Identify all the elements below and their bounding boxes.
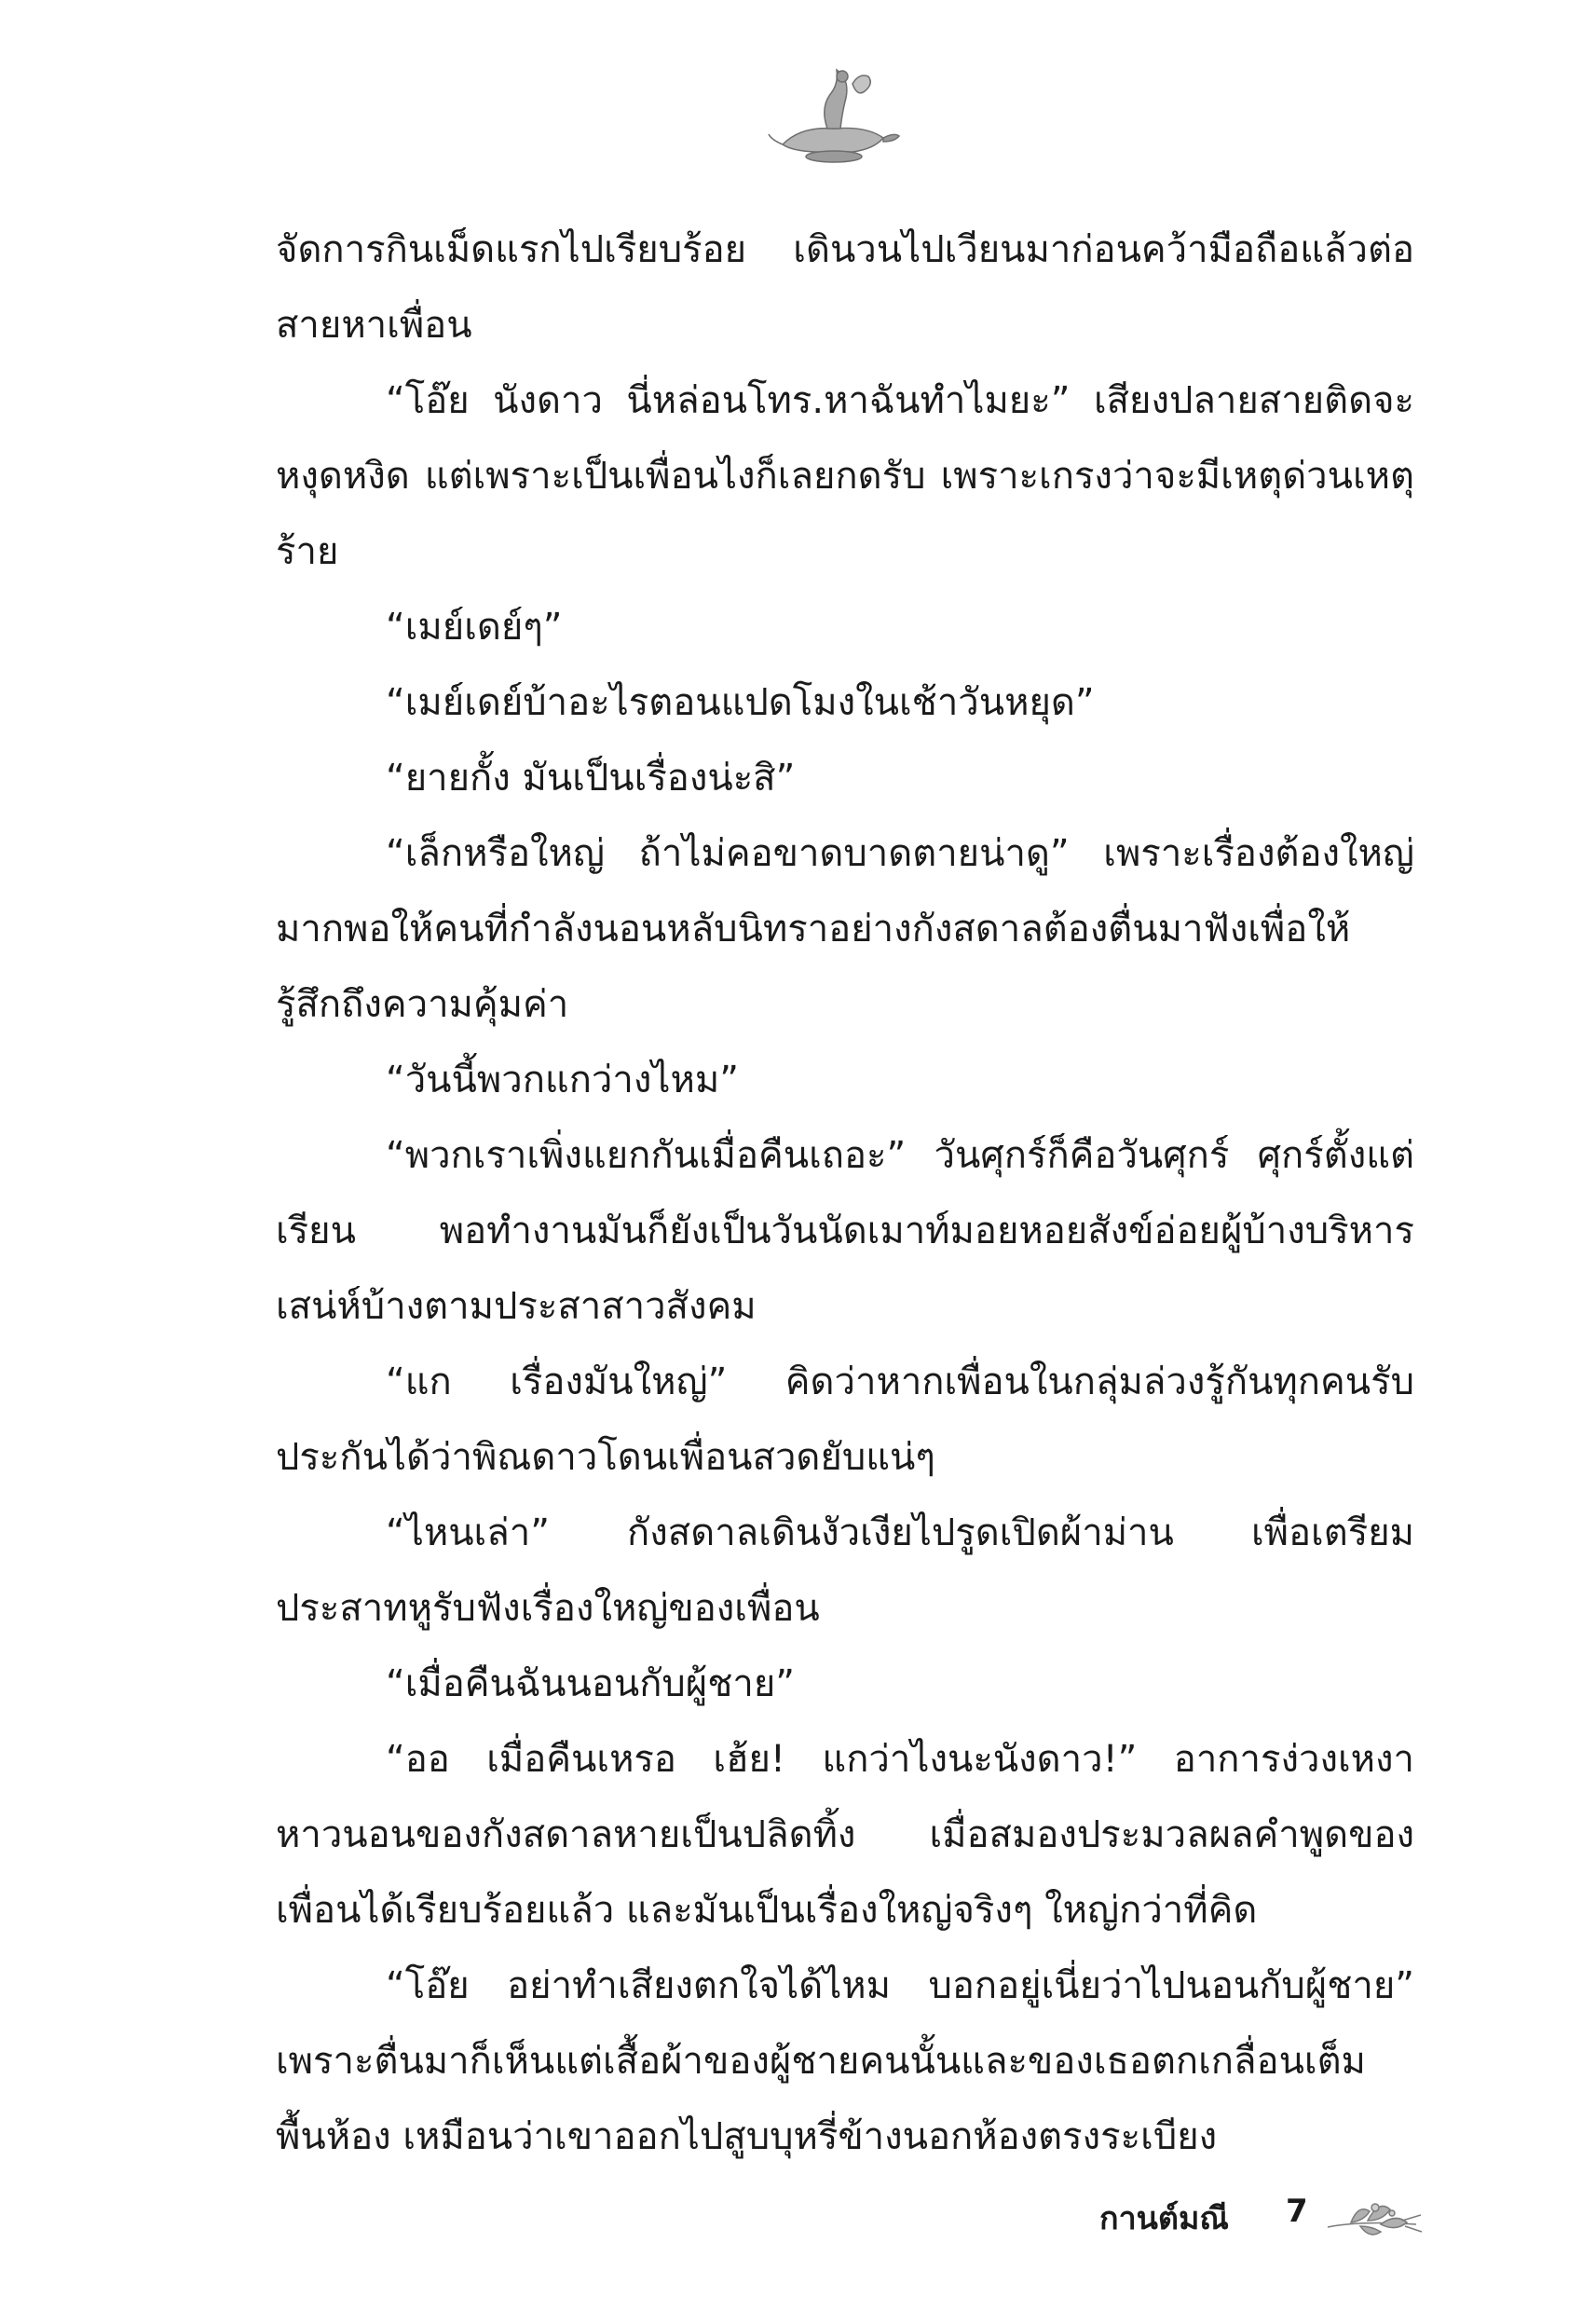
paragraph: “พวกเราเพิ่งแยกกันเมื่อคืนเถอะ” วันศุกร์ก็คือวันศุกร์ ศุกร์ตั้งแต่เรียน พอทำงานมันก็ยังเป็นวันนัดเมาท์มอยหอยสังข์อ่อยผู้บ้างบริหารเสน่ห์บ้างตามประสาสาวสังคม — [276, 1134, 1414, 1328]
paragraph: “โอ๊ย อย่าทำเสียงตกใจได้ไหม บอกอยู่เนี่ยว่าไปนอนกับผู้ชาย” เพราะตื่นมาก็เห็นแต่เสื้อผ้าของผู้ชายคนนั้นและของเธอตกเกลื่อนเต็มพื้นห้อง เหมือนว่าเขาออกไปสูบบุหรี่ข้างนอกห้องตรงระเบียง — [276, 1964, 1414, 2158]
page-number: 7 — [1286, 2193, 1308, 2230]
paragraph: “ยายกั้ง มันเป็นเรื่องน่ะสิ” — [386, 757, 796, 800]
book-title: กานต์มณี — [1099, 2200, 1229, 2237]
paragraph: จัดการกินเม็ดแรกไปเรียบร้อย เดินวนไปเวียนมาก่อนคว้ามือถือแล้วต่อสายหาเพื่อน — [276, 228, 1414, 347]
paragraph: “เมย์เดย์บ้าอะไรตอนแปดโมงในเช้าวันหยุด” — [386, 681, 1095, 724]
page-footer — [1099, 2185, 1435, 2250]
flower-sprig-icon — [1323, 2185, 1425, 2247]
paragraph: “เล็กหรือใหญ่ ถ้าไม่คอขาดบาดตายน่าดู” เพราะเรื่องต้องใหญ่มากพอให้คนที่กำลังนอนหลับนิทราอย่างกังสดาลต้องตื่นมาฟังเพื่อให้รู้สึกถึงความคุ้มค่า — [276, 832, 1414, 1026]
genie-lamp-icon — [764, 56, 904, 168]
paragraph: “โอ๊ย นังดาว นี่หล่อนโทร.หาฉันทำไมยะ” เสียงปลายสายติดจะหงุดหงิด แต่เพราะเป็นเพื่อนไงก็เลยกดรับ เพราะเกรงว่าจะมีเหตุด่วนเหตุร้าย — [276, 379, 1414, 573]
paragraph: “แก เรื่องมันใหญ่” คิดว่าหากเพื่อนในกลุ่มล่วงรู้กันทุกคนรับประกันได้ว่าพิณดาวโดนเพื่อนสวดยับแน่ๆ — [276, 1361, 1414, 1479]
paragraph: “ออ เมื่อคืนเหรอ เฮ้ย! แกว่าไงนะนังดาว!” อาการง่วงเหงาหาวนอนของกังสดาลหายเป็นปลิดทิ้ง เมื่อสมองประมวลผลคำพูดของเพื่อนได้เรียบร้อยแล้ว และมันเป็นเรื่องใหญ่จริงๆ ใหญ่กว่าที่คิด — [276, 1738, 1414, 1932]
chapter-text — [276, 212, 1414, 2175]
paragraph: “วันนี้พวกแกว่างไหม” — [386, 1059, 739, 1101]
paragraph: “เมื่อคืนฉันนอนกับผู้ชาย” — [386, 1662, 796, 1705]
paragraph: “เมย์เดย์ๆ” — [386, 606, 563, 649]
paragraph: “ไหนเล่า” กังสดาลเดินงัวเงียไปรูดเปิดผ้าม่าน เพื่อเตรียมประสาทหูรับฟังเรื่องใหญ่ของเพื่อน — [276, 1511, 1414, 1630]
